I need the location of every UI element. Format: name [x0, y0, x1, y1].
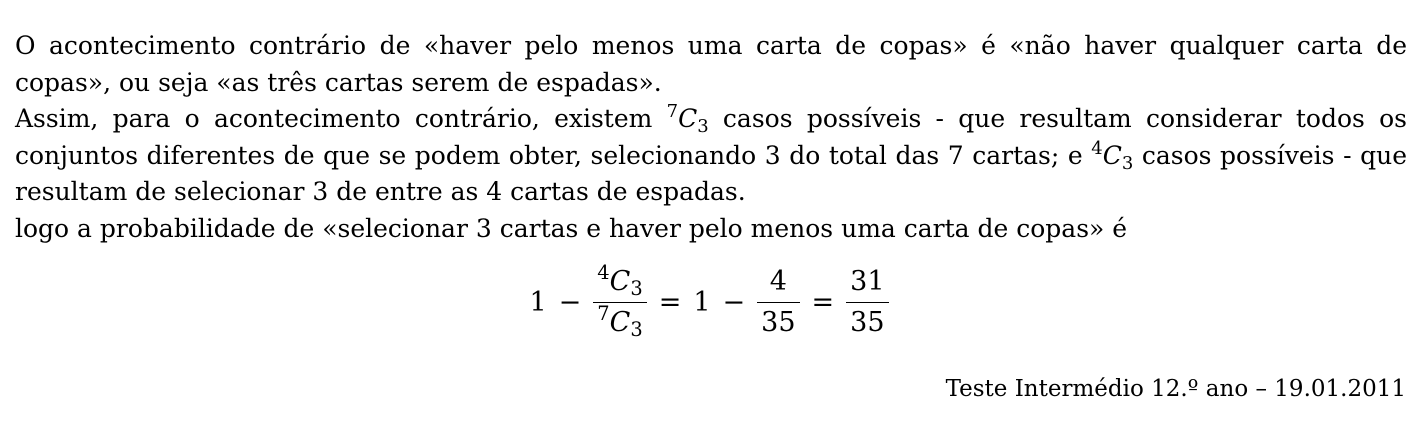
solution-text [15, 28, 1407, 247]
combination-4c3 [1091, 137, 1134, 174]
probability-formula [0, 252, 1418, 352]
fraction-3-denominator: 35 [850, 306, 885, 338]
fraction-combinations [593, 260, 646, 342]
combination-7c3 [666, 101, 709, 138]
fraction-four-over-35 [757, 264, 799, 341]
source-citation: Teste Intermédio 12.º ano – 19.01.2011 [945, 376, 1406, 402]
combination-7c3-n: 7 [666, 101, 679, 123]
paragraph-complement-event [15, 28, 1407, 101]
fraction-3-numerator: 31 [850, 265, 885, 297]
frac1-den-n: 7 [597, 301, 610, 325]
paragraph-case-count [15, 101, 1407, 211]
formula-equals-b: = [811, 286, 835, 318]
paragraph-probability-intro [15, 211, 1407, 248]
combination-4c3-letter: C [1102, 140, 1122, 170]
fraction-2-bar [757, 302, 799, 303]
formula-one-b: 1 [693, 286, 711, 318]
fraction-result [846, 264, 888, 341]
combination-7c3-k: 3 [697, 116, 709, 138]
paragraph-1-text: O acontecimento contrário de «haver pelo menos uma carta de copas» é «não haver qualquer carta de copas», ou seja «as três cartas serem de espadas». [15, 31, 1407, 97]
formula-minus-b: − [722, 286, 746, 318]
fraction-1-denominator [593, 301, 646, 342]
paragraph-2-text-c: casos possíveis - que resultam de selecionar 3 de entre as 4 cartas de espadas. [15, 140, 1407, 206]
formula-minus-a: − [558, 286, 582, 318]
frac1-num-letter: C [609, 265, 631, 297]
fraction-2-denominator: 35 [761, 306, 796, 338]
frac1-den-letter: C [609, 306, 631, 338]
paragraph-2-text-a: Assim, para o acontecimento contrário, existem [15, 104, 667, 133]
formula-one-a: 1 [529, 286, 547, 318]
combination-4c3-k: 3 [1121, 152, 1134, 174]
fraction-2-numerator: 4 [769, 265, 787, 297]
frac1-den-k: 3 [630, 318, 643, 342]
formula-equals-a: = [658, 286, 682, 318]
paragraph-3-text: logo a probabilidade de «selecionar 3 cartas e haver pelo menos uma carta de copas» é [15, 213, 1128, 243]
frac1-num-k: 3 [630, 277, 643, 301]
frac1-num-n: 4 [597, 260, 610, 284]
paragraph-2-text-b: casos possíveis - que resultam considerar todos os conjuntos diferentes de que se podem obter, selecionando 3 do total das 7 cartas; e [15, 104, 1407, 170]
fraction-3-bar [846, 302, 888, 303]
fraction-1-numerator [593, 260, 646, 301]
combination-4c3-n: 4 [1091, 137, 1103, 159]
combination-7c3-letter: C [678, 104, 698, 133]
